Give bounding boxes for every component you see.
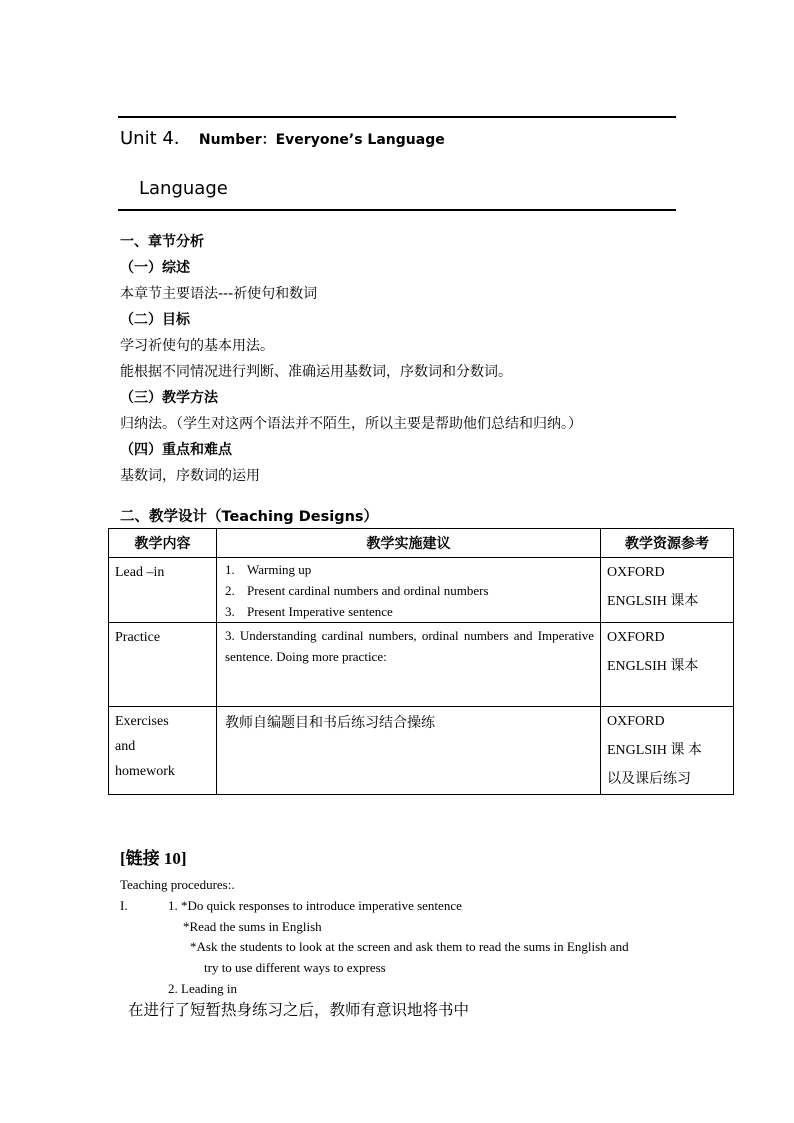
row2-content-text: Practice [115,630,161,645]
procedure-item-1: 1. *Do quick responses to introduce imperative sentence [168,898,462,913]
top-rule [118,116,676,118]
row2-content [109,623,217,707]
language-heading: Language [139,178,228,199]
procedure-item-2: 2. Leading in [168,981,237,996]
row1-content-text: Lead –in [115,565,165,580]
sub-goals: （二）目标 [120,312,190,328]
goals-text-2: 能根据不同情况进行判断、准确运用基数词，序数词和分数词。 [120,364,512,380]
header-implementation: 教学实施建议 [217,529,601,558]
table-row [109,707,734,795]
method-text: 归纳法。（学生对这两个语法并不陌生，所以主要是帮助他们总结和归纳。） [120,416,582,432]
list-item: 1. Warming up [225,562,312,577]
sub-method: （三）教学方法 [120,390,218,406]
row2-resource-line2: ENGLSIH 课本 [607,659,699,674]
sub-overview: （一）综述 [120,260,190,276]
header-content: 教学内容 [109,529,217,558]
row3-content: Exercises and homework [109,707,217,795]
section2-heading: 二、教学设计（Teaching Designs） [120,509,379,525]
row2-resource-line1: OXFORD [607,630,665,645]
row2-text: 3. Understanding cardinal numbers, ordinal numbers and Imperative sentence. Doing more practice: [217,623,601,707]
bottom-rule [118,209,676,211]
row1-steps [217,558,601,623]
link-label: [链接 10] [120,849,187,868]
row3-resource-line3: 以及课后练习 [607,772,691,787]
procedure-item-1b: *Ask the students to look at the screen and ask them to read the sums in English and [190,939,629,954]
procedures-title: Teaching procedures:. [120,877,235,892]
row1-resource-line1: OXFORD [607,565,665,580]
overview-text: 本章节主要语法---祈使句和数词 [120,286,318,302]
keypoints-text: 基数词，序数词的运用 [120,468,260,484]
unit-number: Unit 4． [120,128,192,149]
unit-title [120,124,445,150]
procedure-item-1a: *Read the sums in English [183,919,322,934]
row3-resources [601,707,734,795]
table-row [109,558,734,623]
row1-resources [601,558,734,623]
row3-resource-line1: OXFORD [607,714,665,729]
teaching-design-table [108,528,734,795]
row3-text: 教师自编题目和书后练习结合操练 [217,707,601,795]
final-paragraph: 在进行了短暂热身练习之后，教师有意识地将书中 [128,1001,470,1019]
header-resources: 教学资源参考 [601,529,734,558]
section1-heading: 一、章节分析 [120,234,204,250]
row1-content [109,558,217,623]
roman-numeral: I. [120,898,128,913]
row2-resources [601,623,734,707]
table-row [109,623,734,707]
sub-keypoints: （四）重点和难点 [120,442,232,458]
list-item: 2. Present cardinal numbers and ordinal numbers [225,583,489,598]
row3-resource-line2: ENGLSIH 课 本 [607,743,702,758]
table-header-row [109,529,734,558]
unit-subtitle: Number：Everyone’s Language [198,132,445,148]
list-item: 3. Present Imperative sentence [225,604,393,619]
procedure-item-1c: try to use different ways to express [204,960,386,975]
goals-text-1: 学习祈使句的基本用法。 [120,338,274,354]
row1-resource-line2: ENGLSIH 课本 [607,594,699,609]
